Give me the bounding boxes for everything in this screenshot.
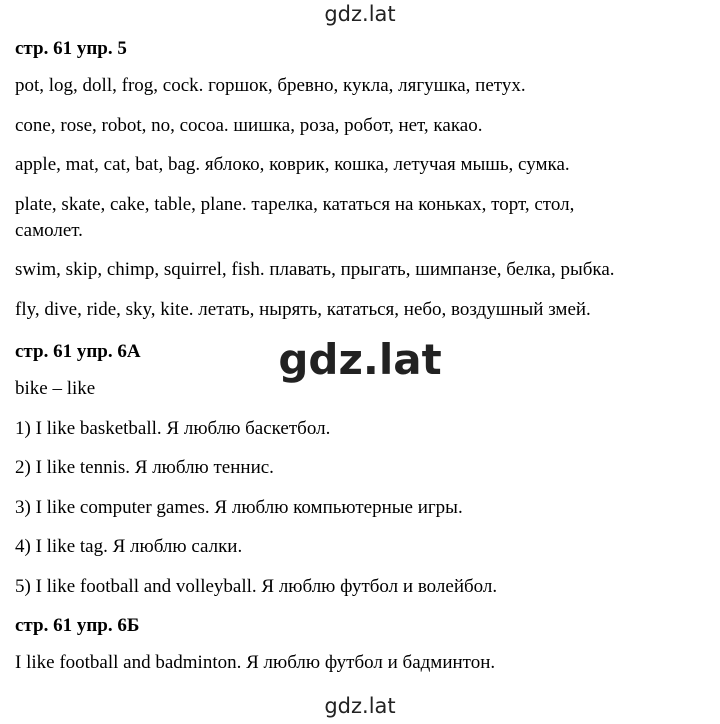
text-line: 4) I like tag. Я люблю салки. <box>15 536 243 557</box>
text-line: bike – like <box>15 378 96 399</box>
text-line: apple, mat, cat, bat, bag. яблоко, коврик, кошка, летучая мышь, сумка. <box>15 154 570 175</box>
text-line: 2) I like tennis. Я люблю теннис. <box>15 457 274 478</box>
section-heading-ex6a: стр. 61 упр. 6А <box>15 341 141 362</box>
text-line: cone, rose, robot, no, cocoa. шишка, роза, робот, нет, какао. <box>15 115 483 136</box>
text-line: swim, skip, chimp, squirrel, fish. плавать, прыгать, шимпанзе, белка, рыбка. <box>15 259 615 280</box>
text-line: 3) I like computer games. Я люблю компьютерные игры. <box>15 497 463 518</box>
text-line: plate, skate, cake, table, plane. тарелка, кататься на коньках, торт, стол, <box>15 194 575 215</box>
text-line: самолет. <box>15 220 83 241</box>
text-line: 1) I like basketball. Я люблю баскетбол. <box>15 418 331 439</box>
text-line: I like football and badminton. Я люблю футбол и бадминтон. <box>15 652 496 673</box>
text-line: 5) I like football and volleyball. Я люблю футбол и волейбол. <box>15 576 498 597</box>
text-line: pot, log, doll, frog, cock. горшок, бревно, кукла, лягушка, петух. <box>15 75 526 96</box>
section-heading-ex5: стр. 61 упр. 5 <box>15 38 127 59</box>
text-line: fly, dive, ride, sky, kite. летать, нырять, кататься, небо, воздушный змей. <box>15 299 591 320</box>
section-heading-ex6b: стр. 61 упр. 6Б <box>15 615 140 636</box>
watermark-bottom: gdz.lat <box>324 694 396 718</box>
watermark-top: gdz.lat <box>324 2 396 26</box>
watermark-middle: gdz.lat <box>278 335 442 384</box>
